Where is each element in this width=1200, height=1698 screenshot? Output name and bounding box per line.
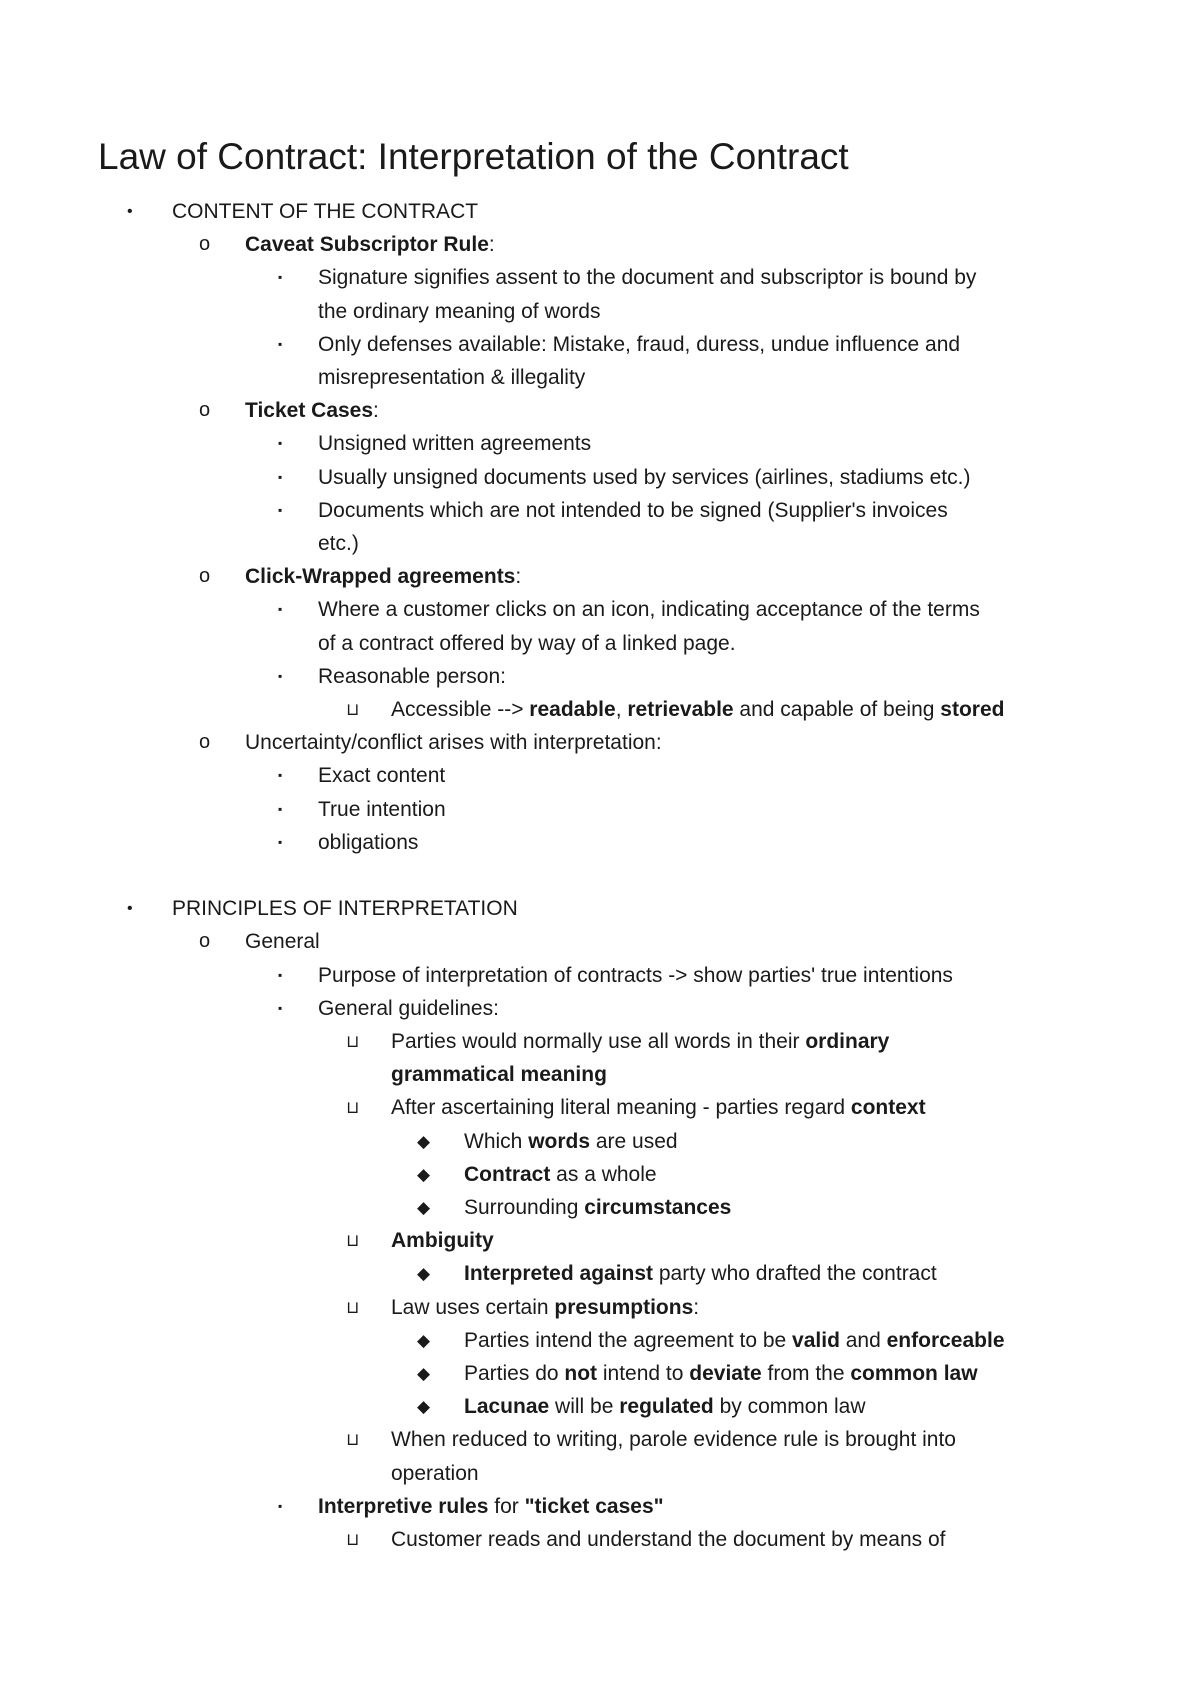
text-segment: Accessible --> <box>391 698 530 721</box>
outline-line-text <box>318 759 445 792</box>
outline-line-text <box>391 1523 946 1556</box>
bold-text-segment: enforceable <box>886 1328 1005 1352</box>
box-bullet-icon: ⊔ <box>346 700 360 719</box>
box-bullet-icon: ⊔ <box>346 1297 360 1317</box>
text-segment: : <box>373 399 379 423</box>
bold-text-segment: not <box>564 1362 598 1385</box>
text-segment: of a contract offered by way of a linked page. <box>318 631 736 655</box>
bold-text-segment: retrievable <box>627 698 734 721</box>
text-segment: Exact content <box>318 764 446 788</box>
text-segment: Reasonable person: <box>318 664 506 688</box>
outline-line-text <box>318 295 601 328</box>
square-bullet-icon: ▪ <box>278 668 283 683</box>
bold-text-segment: ordinary <box>805 1030 890 1053</box>
text-segment: intend to <box>597 1362 690 1385</box>
outline-line-level-3 <box>0 295 1200 328</box>
outline-line-text <box>391 693 1004 726</box>
box-bullet-icon: ⊔ <box>346 1098 360 1118</box>
outline-line-text <box>391 1224 494 1257</box>
outline-line-level-5 <box>0 1357 1200 1390</box>
outline-line-level-2 <box>0 228 1200 261</box>
outline-line-level-3 <box>0 660 1200 693</box>
outline-line-level-5 <box>0 1390 1200 1423</box>
outline-line-text <box>391 1423 956 1456</box>
text-segment: and <box>839 1328 887 1352</box>
outline-line-level-4 <box>0 1058 1200 1091</box>
bold-text-segment: Ticket Cases <box>245 399 374 423</box>
outline-line-text <box>318 793 446 826</box>
bold-text-segment: readable <box>529 698 616 721</box>
outline-line-text <box>318 527 359 560</box>
outline-line-level-2 <box>0 394 1200 427</box>
diamond-bullet-icon: ◆ <box>417 1330 431 1350</box>
outline-line-level-3 <box>0 759 1200 792</box>
bold-text-segment: common law <box>850 1362 978 1385</box>
page-title: Law of Contract: Interpretation of the Contract <box>98 136 849 177</box>
outline-line-text <box>464 1257 937 1290</box>
bold-text-segment: "ticket cases" <box>524 1494 664 1518</box>
text-segment: Customer reads and understand the document by means of <box>391 1528 946 1551</box>
text-segment: the ordinary meaning of words <box>318 299 601 323</box>
text-segment: : <box>693 1295 700 1319</box>
outline-line-text <box>318 959 953 992</box>
outline-line-level-1 <box>0 892 1200 925</box>
text-segment: etc.) <box>318 532 359 555</box>
outline-line-text <box>391 1457 479 1490</box>
outline-line-level-4 <box>0 1523 1200 1556</box>
text-segment: True intention <box>318 797 446 821</box>
outline-line-text <box>318 826 418 859</box>
outline-line-level-3 <box>0 361 1200 394</box>
outline-line-text <box>464 1191 731 1224</box>
bold-text-segment: regulated <box>619 1395 714 1419</box>
text-segment: After ascertaining literal meaning - parties regard <box>391 1096 851 1120</box>
outline-line-text <box>464 1125 678 1158</box>
outline-line-level-3 <box>0 826 1200 859</box>
outline-line-level-3 <box>0 527 1200 560</box>
bold-text-segment: Click-Wrapped agreements <box>245 565 516 589</box>
text-segment: Signature signifies assent to the document and subscriptor is bound by <box>318 266 977 290</box>
outline-line-level-5 <box>0 1191 1200 1224</box>
outline-line-text <box>245 228 495 261</box>
text-segment: from the <box>761 1362 851 1385</box>
outline-line-text <box>245 394 379 427</box>
bold-text-segment: Contract <box>464 1162 551 1186</box>
text-segment: PRINCIPLES OF INTERPRETATION <box>172 897 518 921</box>
square-bullet-icon: ▪ <box>278 1000 283 1015</box>
outline-line-level-2 <box>0 925 1200 958</box>
text-segment: Parties would normally use all words in their <box>391 1030 806 1053</box>
square-bullet-icon: ▪ <box>278 469 283 484</box>
text-segment: party who drafted the contract <box>653 1262 937 1286</box>
outline-line-level-3 <box>0 793 1200 826</box>
square-bullet-icon: ▪ <box>278 1498 283 1513</box>
text-segment: are used <box>590 1129 678 1153</box>
outline-line-text <box>318 461 970 494</box>
outline-line-level-5 <box>0 1158 1200 1191</box>
outline-line-text <box>318 660 506 693</box>
outline-line-text <box>391 1291 699 1324</box>
circle-marker: o <box>199 565 211 588</box>
outline-line-text <box>391 1091 926 1124</box>
outline-line-level-3 <box>0 1490 1200 1523</box>
square-bullet-icon: ▪ <box>278 768 283 783</box>
diamond-bullet-icon: ◆ <box>417 1397 431 1417</box>
outline-line-level-4 <box>0 1291 1200 1324</box>
text-segment: as a whole <box>550 1162 657 1186</box>
circle-marker: o <box>199 731 211 754</box>
text-segment: for <box>488 1494 525 1518</box>
outline-line-level-2 <box>0 726 1200 759</box>
outline-line-level-1 <box>0 195 1200 228</box>
square-bullet-icon: ▪ <box>278 270 283 285</box>
outline-line-text <box>318 261 976 294</box>
bold-text-segment: presumptions <box>554 1295 694 1319</box>
outline-line-text <box>464 1357 978 1390</box>
bold-text-segment: Caveat Subscriptor Rule <box>245 233 489 257</box>
square-bullet-icon: ▪ <box>278 602 283 617</box>
box-bullet-icon: ⊔ <box>346 1530 360 1549</box>
text-segment: by common law <box>713 1395 866 1419</box>
outline-line-level-4 <box>0 1025 1200 1058</box>
text-segment: will be <box>549 1395 620 1419</box>
bold-text-segment: Interpreted against <box>464 1262 654 1286</box>
diamond-bullet-icon: ◆ <box>417 1364 431 1383</box>
cut-off-text-line <box>390 1573 510 1581</box>
square-bullet-icon: ▪ <box>278 336 283 351</box>
outline-line-text <box>318 593 980 626</box>
text-segment: Purpose of interpretation of contracts -> show parties' true intentions <box>318 963 953 987</box>
outline-line-level-4 <box>0 1423 1200 1456</box>
outline-line-text <box>318 427 591 460</box>
outline-line-text <box>318 627 736 660</box>
text-segment: : <box>515 565 522 589</box>
outline-line-text <box>391 1058 607 1091</box>
square-bullet-icon: ▪ <box>278 801 283 816</box>
outline-line-level-3 <box>0 992 1200 1025</box>
square-bullet-icon: ▪ <box>278 502 283 517</box>
text-segment: Unsigned written agreements <box>318 432 592 456</box>
text-segment: General guidelines: <box>318 996 499 1020</box>
text-segment: , <box>615 698 628 721</box>
outline-line-text <box>172 195 478 228</box>
text-segment: Usually unsigned documents used by services (airlines, stadiums etc.) <box>318 465 971 489</box>
text-segment: Uncertainty/conflict arises with interpretation: <box>245 731 662 755</box>
outline-line-level-3 <box>0 959 1200 992</box>
outline-line-level-4 <box>0 693 1200 726</box>
outline-line-level-4 <box>0 1457 1200 1490</box>
outline-line-level-3 <box>0 328 1200 361</box>
box-bullet-icon: ⊔ <box>346 1032 360 1051</box>
bold-text-segment: context <box>850 1096 926 1120</box>
bold-text-segment: circumstances <box>584 1196 732 1219</box>
bold-text-segment: valid <box>792 1328 840 1352</box>
outline-line-text <box>245 726 662 759</box>
text-segment: Documents which are not intended to be signed (Supplier's invoices <box>318 498 948 522</box>
outline-line-text <box>318 992 499 1025</box>
bold-text-segment: stored <box>940 698 1005 721</box>
outline-line-level-5 <box>0 1125 1200 1158</box>
outline-line-text <box>391 1025 889 1058</box>
bold-text-segment: Lacunae <box>464 1395 550 1419</box>
square-bullet-icon: ▪ <box>278 967 283 982</box>
outline-line-level-3 <box>0 593 1200 626</box>
text-segment: obligations <box>318 830 419 854</box>
diamond-bullet-icon: ◆ <box>417 1198 431 1217</box>
text-segment: : <box>488 233 495 257</box>
outline-line-level-4 <box>0 1091 1200 1124</box>
bullet-marker: • <box>127 203 133 220</box>
text-segment: Which <box>464 1129 529 1153</box>
outline-line-level-3 <box>0 461 1200 494</box>
outline-line-level-5 <box>0 1257 1200 1290</box>
outline-line-text <box>318 1490 664 1523</box>
outline-line-text <box>318 328 960 361</box>
circle-marker: o <box>199 399 211 422</box>
outline-line-text <box>318 494 948 527</box>
outline-line-level-4 <box>0 1224 1200 1257</box>
outline-line-level-5 <box>0 1324 1200 1357</box>
outline-line-text <box>245 560 521 593</box>
outline-line-level-3 <box>0 627 1200 660</box>
text-segment: Parties intend the agreement to be <box>464 1328 793 1352</box>
text-segment: CONTENT OF THE CONTRACT <box>172 200 479 223</box>
text-segment: Parties do <box>464 1362 565 1385</box>
text-segment: and capable of being <box>733 698 941 721</box>
text-segment: Surrounding <box>464 1196 585 1219</box>
bold-text-segment: Interpretive rules <box>318 1494 489 1518</box>
outline-line-text <box>464 1158 657 1191</box>
diamond-bullet-icon: ◆ <box>417 1264 431 1284</box>
outline-line-level-2 <box>0 560 1200 593</box>
box-bullet-icon: ⊔ <box>346 1231 360 1251</box>
circle-marker: o <box>199 233 211 256</box>
outline-line-text <box>172 892 518 925</box>
circle-marker: o <box>199 930 211 953</box>
outline-line-level-3 <box>0 261 1200 294</box>
square-bullet-icon: ▪ <box>278 436 283 451</box>
outline-line-text <box>464 1390 865 1423</box>
diamond-bullet-icon: ◆ <box>417 1164 431 1184</box>
bullet-marker: • <box>127 900 133 918</box>
text-segment: misrepresentation & illegality <box>318 366 586 389</box>
outline-line-text <box>245 925 320 958</box>
box-bullet-icon: ⊔ <box>346 1430 360 1450</box>
bold-text-segment: words <box>528 1129 591 1153</box>
outline-line-text <box>318 361 585 394</box>
text-segment: When reduced to writing, parole evidence rule is brought into <box>391 1428 956 1452</box>
bold-text-segment: deviate <box>689 1362 762 1385</box>
bold-text-segment: grammatical meaning <box>391 1063 607 1087</box>
square-bullet-icon: ▪ <box>278 834 283 849</box>
outline-line-level-3 <box>0 494 1200 527</box>
text-segment: operation <box>391 1461 479 1485</box>
text-segment: Only defenses available: Mistake, fraud, duress, undue influence and <box>318 332 961 356</box>
text-segment: Where a customer clicks on an icon, indicating acceptance of the terms <box>318 598 980 622</box>
text-segment: Law uses certain <box>391 1295 555 1319</box>
bold-text-segment: Ambiguity <box>391 1229 494 1253</box>
diamond-bullet-icon: ◆ <box>417 1131 431 1151</box>
outline-line-text <box>464 1324 1005 1357</box>
text-segment: General <box>245 930 320 954</box>
outline-line-level-3 <box>0 427 1200 460</box>
